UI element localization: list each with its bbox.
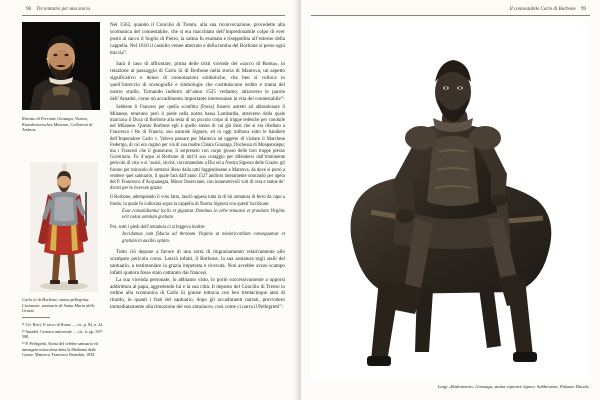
left-page: [0, 0, 299, 400]
equestrian-statue-illustration: [311, 22, 590, 380]
footnote: ¹¹ Cfr. Brici, Il sacco di Roma ..., cit., p. 84, n. 24.: [22, 322, 104, 327]
statue-illustration: [30, 162, 98, 292]
right-head-rule: [311, 15, 590, 16]
footnote: ¹² Amadei, Cronaca universale ..., cit., ii, pp. 507-508.: [22, 328, 104, 340]
footnote-rule: [22, 317, 50, 318]
equestrian-statue-photo: [311, 22, 590, 380]
footnotes: [22, 322, 106, 359]
right-page: [301, 0, 600, 400]
right-running-title: Il connestabile Carlo di Borbone: [509, 7, 576, 12]
quoted-passage: Il Borbone, adempiendo il voto fatto, lasciò appesa tutta la di lui armatura di ferro da capo a fondo, la quale fu collocata sopra la cappella di Nostra Signora con questi’iscrizione:: [110, 195, 285, 207]
body-paragraph: Tutto ciò depone a favore di una sorta di ringraziamento relativamente allo scampato pericolo corso. Lasciò infatti, il Borbone, la sua armatura togli stalli del santuario, a testimoniare la grazia impetrata e ricevuta. Non avrebbe avuto scampo infatti qualora fosse stato catturato dai francesi.: [110, 248, 285, 276]
left-running-head: [22, 7, 90, 12]
latin-inscription: Accidamus cum fiducia ad thronum Virginis ut misiericordiam consequamur et gratiam in auxilio optato.: [122, 232, 285, 244]
photo-caption: Luigi «Rodomonte» Gonzaga, statua equestre lignea. Sabbioneta, Palazzo Ducale.: [437, 384, 590, 389]
body-paragraph: Sarà il caso di affrontare, prima delle tristi vicende del «sacco di Roma», in relazione al passaggio di Carlo iii di Borbone nella storia di Mantova, un aspetto significativo e denso di connotazioni simboliche, che ben si colloca in quell’intreccio di scenografie e simbologie che costituiscono ordito e trama del nostro studio. Tornando indietro all’anno 1525 vediamo, attraverso le parole dell’Amadei, come un accadimento importante interessasse la vita del connestabile”:: [110, 60, 285, 102]
portrait-caption: Ritratto di Ferrante Gonzaga, Vienna, Kunsthistorisches Museum, Collezioni di Ambras.: [22, 116, 93, 133]
statue-caption: Carlo iii di Borbone, statua pellegrina. Curtatone, santuario di Santa Maria delle Grazie.: [22, 297, 95, 314]
left-running-title: Tre tentativi per una storia: [36, 7, 90, 12]
quoted-passage: Sebbene li Francesi per quella sconfitta [Pavia] fussero astretti ad abbandonare il Milanese, tenevano però il piede nella nostra bassa Lombardia, attraverso della quale marciava il Duca di Borbone alla testa di un piccolo corpo di truppe tedesche per condurle nel Milanese. Questo Borbone egli è quello stesso di cui già dissi che si era ribellato a Francesco i Re di Francia, suo naturale Signore, ed in oggi militava sotto le bandiere dell’Imperadore Carlo v. Voleva passare per Mantova ad oggetto di visitare il Marchese Federigo, di cui era cugino per via di sua madre Chiara Gonzaga, Duchessa di Monpensiери; ma i Francesi che il guatavano, il sorpresero con corpo grosso delle loro truppe presso Governolo. Fu d’uopo al Borbone di tutt’il suo coraggio per difendersi dall’imminente pericolo di vita: e sì ‘assisì, sicché, raccomandato a Dio ed a Nostra Signora delle Grazie, gli furono per miracolo di sottrarsi illeso dalla ratti fuggendosene a Mantova, da dove si portò a rendere quel santuario, il quale farà dall’anno 1527 andiron interamente onorando per opera del P. Francesco d’Acquanegra, Minor Osservante, con innumerevoli voti di cera e statue de’ divoti per le ricevute grazie.: [110, 105, 285, 192]
main-text-column: [110, 22, 285, 392]
left-head-rule: [22, 15, 285, 16]
right-running-head: [510, 7, 590, 12]
quoted-passage: Poi, sotti i piedi dell’armatura ci si leggeva inoltre:: [110, 224, 206, 230]
right-page-number: 99: [581, 7, 586, 12]
footnote: ¹³ P. Pellegretti, Storia del celebre santuario ed immagine miracolosa detta la Madonna delle Grazie, Mantova, Francesco Benedini, 1839.: [22, 341, 98, 358]
portrait-image: [22, 22, 100, 110]
portrait-illustration: [22, 22, 100, 110]
body-paragraph: Nel 1562, quando il Concilio di Trento, alla sua riconvocazione, procedette alla scomunica del connestabile, che si era macchiato dell’impredonabile colpo di ever posto al sacco il Soglio di Pietro, la salma fu esumata e riseppellita all’esterno della cappella. Nel 1610 il castello venne atterrato e della tomba del Borbone si perse ogni traccia”.: [110, 22, 285, 56]
left-page-number: 98: [26, 7, 31, 12]
statue-image: [30, 162, 98, 292]
latin-inscription: Esse consolabantur lociis et gigantur Dominus in orbe tenuansi et proutiam Virginis orit cakas omnium gratiam: [122, 209, 285, 221]
body-paragraph: La sua vicenda personale, lo abbiamo visto, lo portò successivamente a opporsi addirittura al papa, aggredendo lui e la sua città. Il deposto del Concilio di Trento in ordine alla scomunica di Carlo iii giunse tuttavia con ben trentacinque anni di ritardo, in quanti i frati del santuario, dopo gli accadimenti narrati, provvidero immediatamente alla rimozione del suo simulacro, così come ci narra il Pellegretti”:: [110, 276, 285, 311]
